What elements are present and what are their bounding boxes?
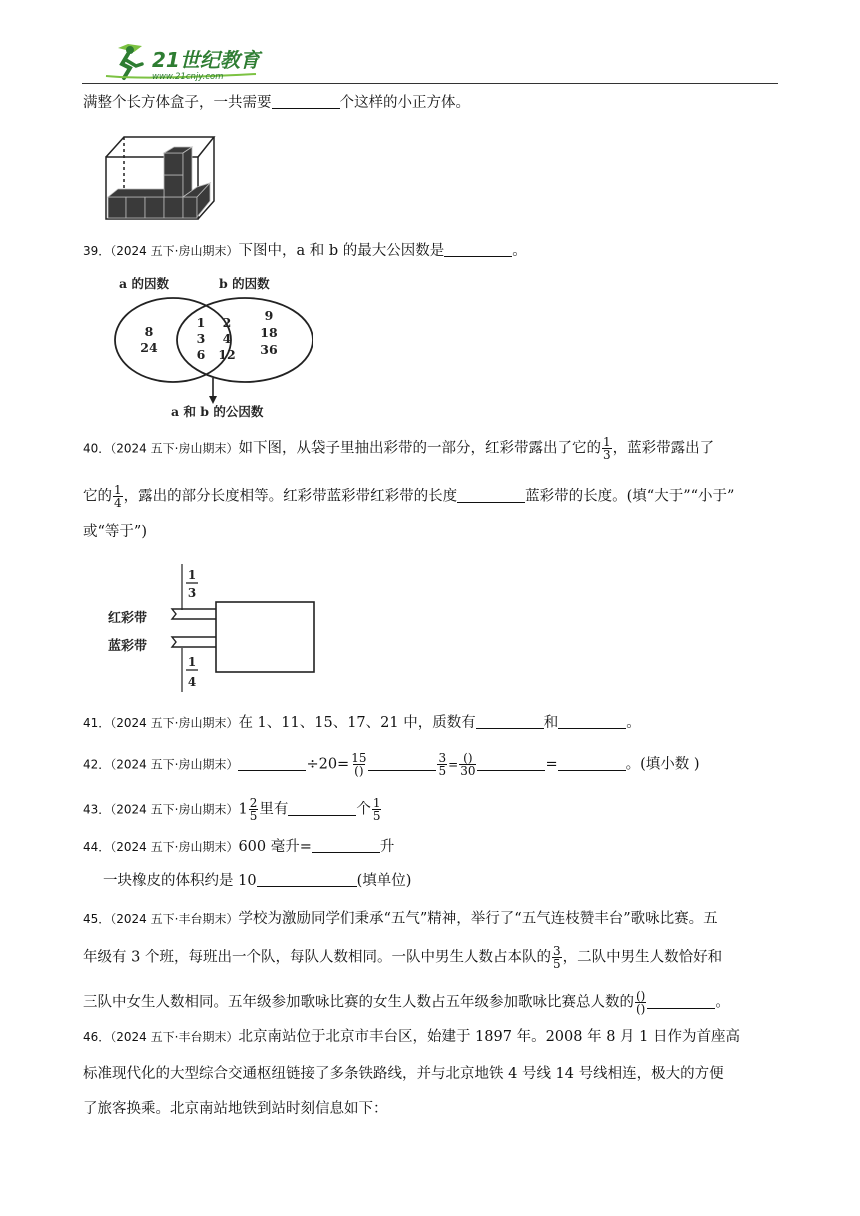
blue-ribbon-label: 蓝彩带 [108, 639, 148, 654]
svg-text:1: 1 [187, 568, 197, 582]
question-40-line2: 它的 $\frac{1}{4}$ ，露出的部分长度相等。红彩带蓝彩带红彩带的长度 蓝彩带的长度。(填“大于”“小于” [83, 483, 735, 510]
answer-blank[interactable] [558, 714, 626, 729]
venn-label-b: b 的因数 [219, 276, 270, 291]
red-ribbon-label: 红彩带 [108, 611, 148, 626]
svg-text:9: 9 [264, 308, 274, 323]
question-46-line2: 标准现代化的大型综合交通枢纽链接了多条铁路线，并与北京地铁 4 号线 14 号线相连，极大的方便 [83, 1066, 724, 1082]
answer-blank[interactable] [312, 838, 380, 853]
svg-text:1: 1 [196, 315, 206, 330]
question-40-line1: 40．（2024 五下·房山期末）如下图，从袋子里抽出彩带的一部分，红彩带露出了它的 $\frac{1}{3}$ ，蓝彩带露出了 [83, 435, 715, 462]
svg-text:3: 3 [196, 331, 206, 346]
svg-text:4: 4 [222, 331, 232, 346]
svg-text:12: 12 [218, 347, 236, 362]
question-44-line1: 44．（2024 五下·房山期末）600 毫升= 升 [83, 839, 395, 855]
logo-url: www.21cnjy.com [152, 72, 224, 82]
svg-text:8: 8 [144, 324, 154, 339]
answer-blank[interactable] [457, 488, 525, 503]
question-45-line3: 三队中女生人数相同。五年级参加歌咏比赛的女生人数占五年级参加歌咏比赛总人数的 $\frac{()}{()}$ 。 [83, 989, 730, 1016]
svg-text:6: 6 [196, 347, 206, 362]
question-45-line1: 45．（2024 五下·丰台期末）学校为激励同学们秉承“五气”精神，举行了“五气连枝赞丰台”歌咏比赛。五 [83, 911, 718, 927]
question-42: 42．（2024 五下·房山期末） ÷20= $\frac{15}{()}$ $\frac{3}{5}$ = $\frac{()}{30}$ = 。(填小数 ) [83, 751, 700, 778]
question-41: 41．（2024 五下·房山期末）在 1、11、15、17、21 中，质数有 和 。 [83, 715, 641, 731]
fraction: $\frac{()}{()}$ [636, 989, 646, 1016]
fraction: $\frac{3}{5}$ [438, 751, 447, 778]
site-logo [100, 40, 270, 82]
answer-blank[interactable] [272, 94, 340, 109]
answer-blank[interactable] [444, 242, 512, 257]
question-44-line2: 一块橡皮的体积约是 10 (填单位) [103, 873, 412, 889]
svg-text:36: 36 [260, 342, 278, 357]
fraction: $\frac{1}{5}$ [372, 796, 381, 823]
fraction: $\frac{()}{30}$ [460, 751, 476, 778]
question-46-line1: 46．（2024 五下·丰台期末）北京南站位于北京市丰台区，始建于 1897 年。2008 年 8 月 1 日作为首座高 [83, 1029, 740, 1045]
venn-bottom-label: a 和 b 的公因数 [171, 404, 264, 419]
fraction: $\frac{3}{5}$ [552, 944, 561, 971]
header-divider [82, 83, 778, 84]
venn-label-a: a 的因数 [119, 276, 169, 291]
question-45-line2: 年级有 3 个班，每班出一个队，每队人数相同。一队中男生人数占本队的 $\frac{3}{5}$ ，二队中男生人数恰好和 [83, 944, 723, 971]
question-43: 43．（2024 五下·房山期末）1 $\frac{2}{5}$ 里有 个 $\frac{1}{5}$ [83, 796, 381, 823]
svg-text:2: 2 [222, 315, 232, 330]
answer-blank[interactable] [368, 756, 436, 771]
question-46-line3: 了旅客换乘。北京南站地铁到站时刻信息如下： [83, 1101, 388, 1117]
logo-text: 21世纪教育 [152, 48, 260, 72]
answer-blank[interactable] [476, 714, 544, 729]
answer-blank[interactable] [238, 756, 306, 771]
svg-text:18: 18 [260, 325, 278, 340]
answer-blank[interactable] [288, 801, 356, 816]
svg-text:24: 24 [140, 340, 158, 355]
question-40-line3: 或“等于”) [83, 524, 147, 540]
cuboid-box-figure [104, 131, 216, 223]
answer-blank[interactable] [257, 872, 357, 887]
answer-blank[interactable] [477, 756, 545, 771]
svg-text:3: 3 [187, 586, 197, 600]
answer-blank[interactable] [647, 994, 715, 1009]
svg-text:4: 4 [187, 675, 197, 689]
fraction: $\frac{1}{3}$ [602, 435, 611, 462]
svg-text:1: 1 [187, 655, 197, 669]
venn-diagram [113, 270, 313, 420]
answer-blank[interactable] [558, 756, 626, 771]
ribbon-bag-figure [104, 562, 320, 696]
intro-line: 满整个长方体盒子，一共需要 个这样的小正方体。 [83, 95, 470, 111]
question-39: 39．（2024 五下·房山期末）下图中，a 和 b 的最大公因数是 。 [83, 243, 527, 259]
fraction: $\frac{1}{4}$ [114, 483, 122, 510]
fraction: $\frac{15}{()}$ [351, 751, 367, 778]
fraction: $\frac{2}{5}$ [249, 796, 258, 823]
